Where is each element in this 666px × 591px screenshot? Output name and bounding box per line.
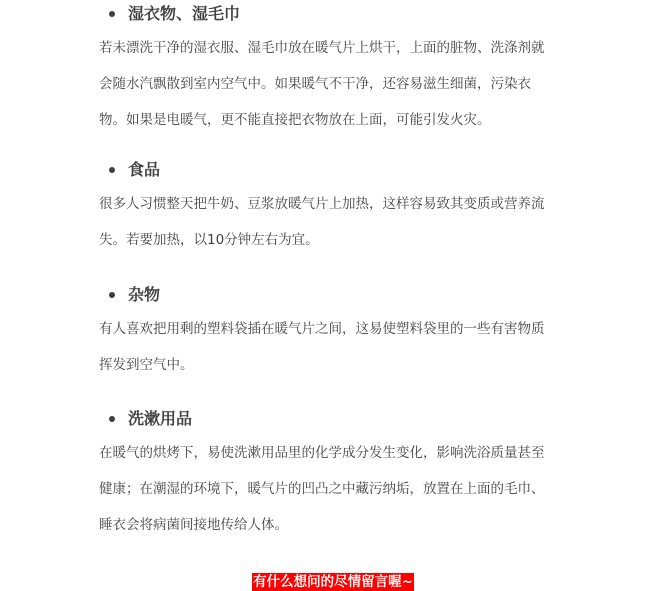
paragraph-line: 若未漂洗干净的湿衣服、湿毛巾放在暖气片上烘干，上面的脏物、洗涤剂就 <box>99 40 545 56</box>
section-heading-row <box>99 156 577 186</box>
paragraph-line: 很多人习惯整天把牛奶、豆浆放暖气片上加热，这样容易致其变质或营养流 <box>99 196 545 212</box>
bullet-icon <box>109 292 115 298</box>
section-title: 杂物 <box>128 285 161 304</box>
section-heading-row <box>99 281 577 311</box>
section-paragraph <box>99 435 577 543</box>
section-title: 食品 <box>128 160 161 179</box>
footer <box>0 571 666 591</box>
paragraph-line: 健康；在潮湿的环境下，暖气片的凹凸之中藏污纳垢，放置在上面的毛巾、 <box>99 481 545 497</box>
section-heading-row <box>99 405 577 435</box>
section-heading-row <box>99 0 577 30</box>
section-wet-clothes <box>99 0 577 138</box>
bullet-icon <box>109 416 115 422</box>
section-food <box>99 156 577 258</box>
comment-invite-banner: 有什么想问的尽情留言喔~ <box>253 574 413 590</box>
paragraph-line: 挥发到空气中。 <box>99 357 194 373</box>
paragraph-line: 在暖气的烘烤下，易使洗漱用品里的化学成分发生变化，影响洗浴质量甚至 <box>99 445 545 461</box>
section-toiletries <box>99 405 577 543</box>
paragraph-line: 睡衣会将病菌间接地传给人体。 <box>99 517 288 533</box>
paragraph-line: 失。若要加热，以10分钟左右为宜。 <box>99 232 319 248</box>
bullet-icon <box>109 167 115 173</box>
section-title: 洗漱用品 <box>128 409 193 428</box>
section-paragraph <box>99 186 577 258</box>
paragraph-line: 会随水汽飘散到室内空气中。如果暖气不干净，还容易滋生细菌，污染衣 <box>99 76 531 92</box>
section-paragraph <box>99 30 577 138</box>
section-sundries <box>99 281 577 383</box>
section-title: 湿衣物、湿毛巾 <box>128 4 241 23</box>
section-paragraph <box>99 311 577 383</box>
bullet-icon <box>109 11 115 17</box>
paragraph-line: 有人喜欢把用剩的塑料袋插在暖气片之间，这易使塑料袋里的一些有害物质 <box>99 321 545 337</box>
paragraph-line: 物。如果是电暖气，更不能直接把衣物放在上面，可能引发火灾。 <box>99 112 491 128</box>
